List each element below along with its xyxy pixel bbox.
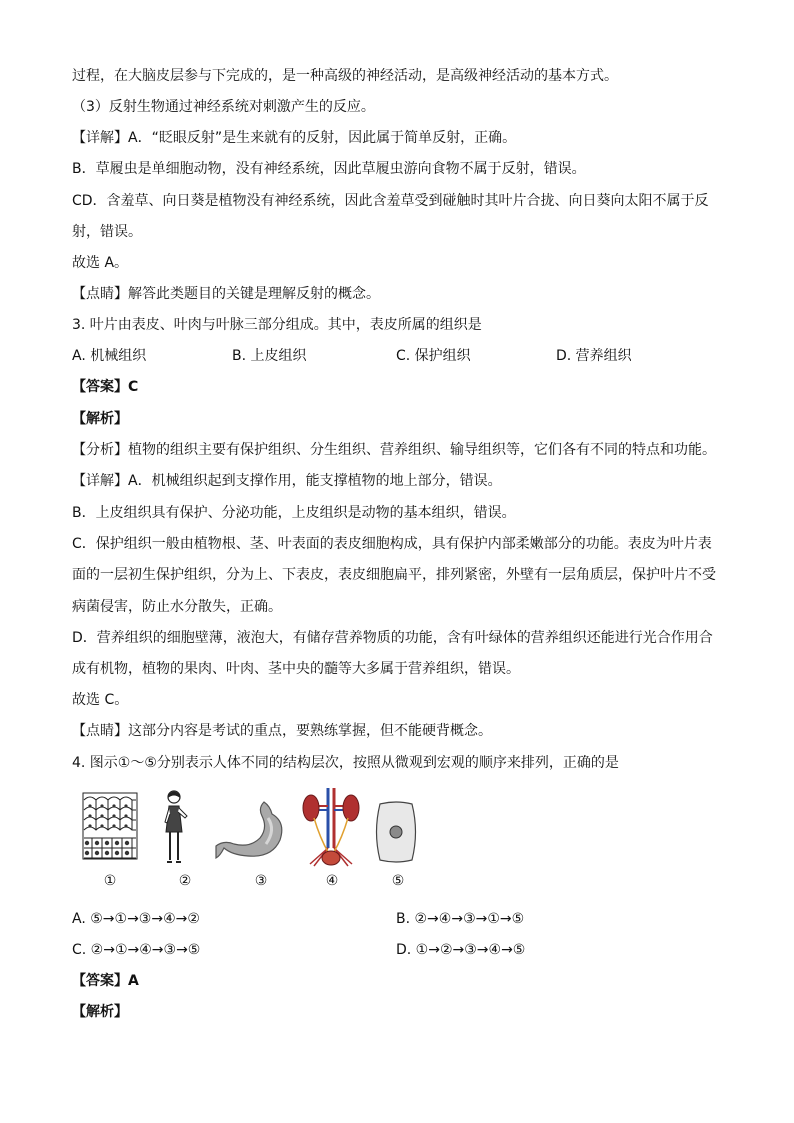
text-line-8: 【点睛】解答此类题目的关键是理解反射的概念。 — [72, 286, 380, 302]
text-line-5: CD．含羞草、向日葵是植物没有神经系统，因此含羞草受到碰触时其叶片合拢、向日葵向太阳不属于反 — [72, 193, 709, 209]
text-line-1: 过程，在大脑皮层参与下完成的，是一种高级的神经活动，是高级神经活动的基本方式。 — [72, 68, 618, 84]
q4-option-c: C. ②→①→④→③→⑤ — [72, 942, 201, 958]
figure-label-1: ① — [103, 873, 117, 889]
tissue-image — [82, 792, 138, 860]
urinary-system-image — [300, 788, 362, 868]
text-line-21: 【点睛】这部分内容是考试的重点，要熟练掌握，但不能硬背概念。 — [72, 723, 492, 739]
q4-option-a: A. ⑤→①→③→④→② — [72, 911, 200, 927]
q4-analysis-heading: 【解析】 — [72, 1004, 128, 1020]
q3-option-d: D. 营养组织 — [556, 348, 632, 364]
text-line-3: 【详解】A．“眨眼反射”是生来就有的反射，因此属于简单反射，正确。 — [72, 130, 517, 146]
question-4-stem: 4. 图示①～⑤分别表示人体不同的结构层次，按照从微观到宏观的顺序来排列，正确的是 — [72, 755, 619, 771]
text-line-14: B．上皮组织具有保护、分泌功能，上皮组织是动物的基本组织，错误。 — [72, 505, 516, 521]
text-line-20: 故选 C。 — [72, 692, 129, 708]
q3-answer: 【答案】C — [72, 379, 139, 395]
text-line-13: 【详解】A．机械组织起到支撑作用，能支撑植物的地上部分，错误。 — [72, 473, 502, 489]
stomach-image — [214, 800, 288, 864]
text-line-16: 面的一层初生保护组织，分为上、下表皮，表皮细胞扁平，排列紧密，外壁有一层角质层，保护叶片不受 — [72, 567, 716, 583]
text-line-2: （3）反射生物通过神经系统对刺激产生的反应。 — [72, 99, 375, 115]
question-3-stem: 3. 叶片由表皮、叶肉与叶脉三部分组成。其中，表皮所属的组织是 — [72, 317, 482, 333]
q3-option-a: A. 机械组织 — [72, 348, 147, 364]
q3-option-b: B. 上皮组织 — [232, 348, 307, 364]
text-line-18: D．营养组织的细胞壁薄，液泡大，有储存营养物质的功能，含有叶绿体的营养组织还能进行光合作用合 — [72, 630, 713, 646]
text-line-19: 成有机物，植物的果肉、叶肉、茎中央的髓等大多属于营养组织，错误。 — [72, 661, 520, 677]
figure-label-3: ③ — [254, 873, 268, 889]
q4-answer: 【答案】A — [72, 973, 139, 989]
person-image — [160, 788, 190, 868]
text-line-12: 【分析】植物的组织主要有保护组织、分生组织、营养组织、输导组织等，它们各有不同的特点和功能。 — [72, 442, 716, 458]
text-line-6: 射，错误。 — [72, 224, 142, 240]
q3-option-c: C. 保护组织 — [396, 348, 471, 364]
q4-option-d: D. ①→②→③→④→⑤ — [396, 942, 526, 958]
text-line-15: C．保护组织一般由植物根、茎、叶表面的表皮细胞构成，具有保护内部柔嫩部分的功能。表皮为叶片表 — [72, 536, 712, 552]
text-line-4: B．草履虫是单细胞动物，没有神经系统，因此草履虫游向食物不属于反射，错误。 — [72, 161, 586, 177]
figure-label-2: ② — [178, 873, 192, 889]
figure-label-5: ⑤ — [391, 873, 405, 889]
text-line-7: 故选 A。 — [72, 255, 129, 271]
text-line-17: 病菌侵害，防止水分散失，正确。 — [72, 599, 282, 615]
q4-option-b: B. ②→④→③→①→⑤ — [396, 911, 525, 927]
q3-analysis-heading: 【解析】 — [72, 411, 128, 427]
cell-image — [372, 800, 420, 864]
figure-label-4: ④ — [325, 873, 339, 889]
